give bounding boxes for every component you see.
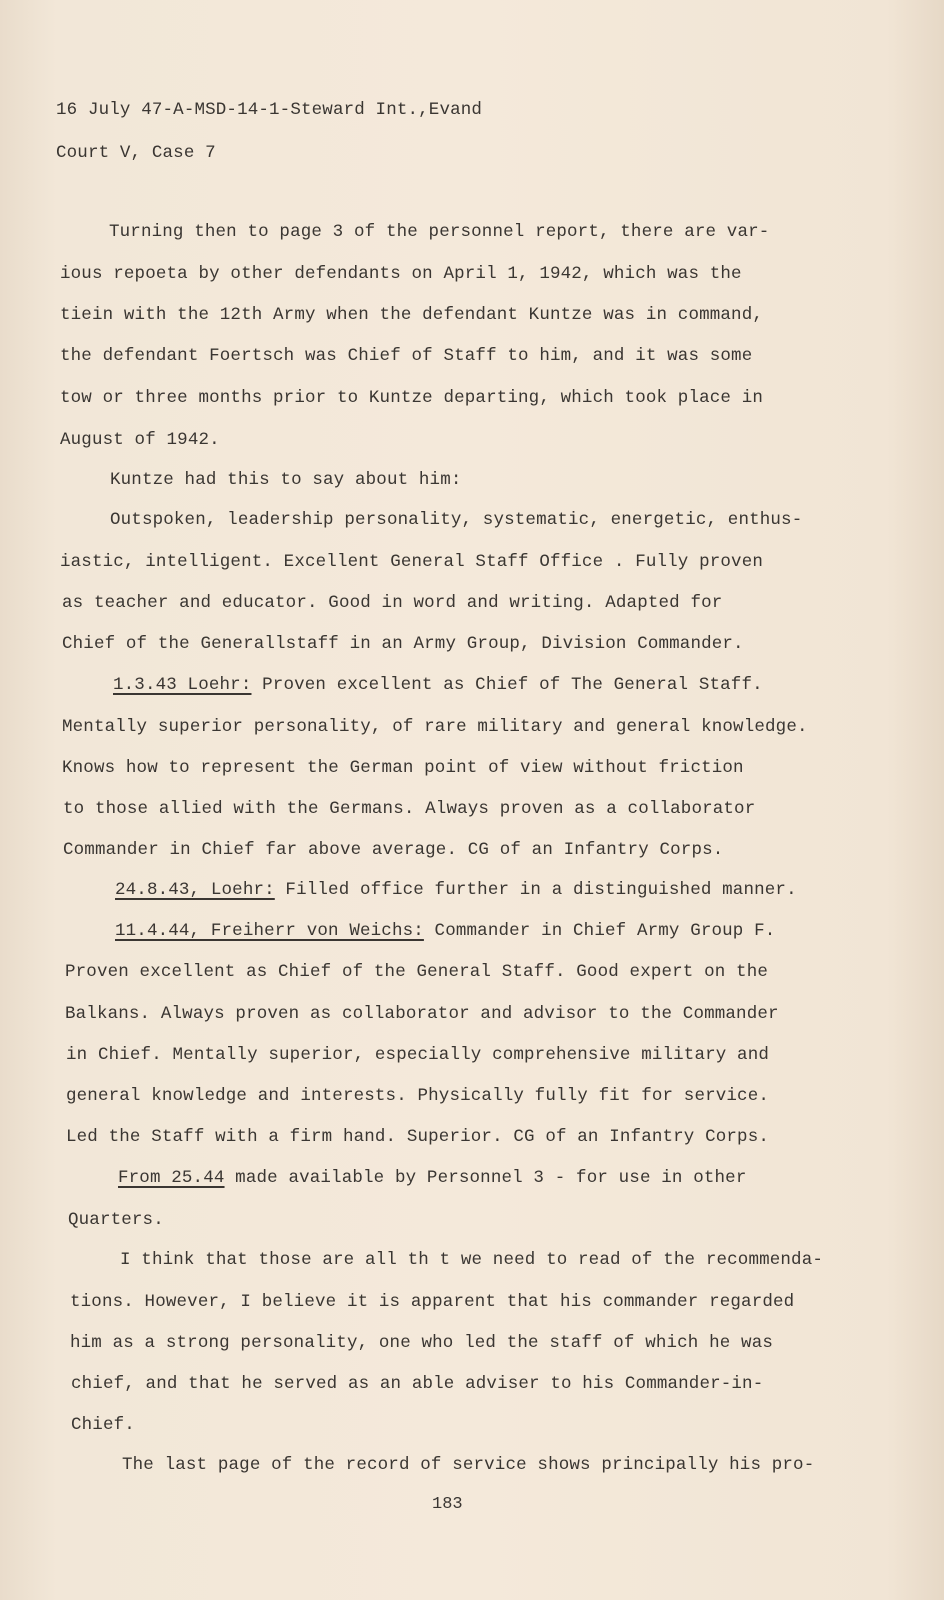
- p8-line-2: tions. However, I believe it is apparent that his commander regarded: [70, 1292, 795, 1312]
- p6-ref: 11.4.44, Freiherr von Weichs:: [115, 921, 424, 941]
- p8-line-4: chief, and that he served as an able adviser to his Commander-in-: [71, 1374, 764, 1394]
- p9-line: The last page of the record of service shows principally his pro-: [122, 1455, 815, 1475]
- header-line-1: 16 July 47-A-MSD-14-1-Steward Int.,Evand: [56, 100, 483, 120]
- p4-line-2: Mentally superior personality, of rare military and general knowledge.: [62, 717, 808, 737]
- p2-line: Kuntze had this to say about him:: [110, 470, 462, 490]
- p3-line-2: iastic, intelligent. Excellent General Staff Office . Fully proven: [60, 552, 764, 572]
- p6-first-rest: Commander in Chief Army Group F.: [423, 921, 776, 941]
- p6-line-6: Led the Staff with a firm hand. Superior. CG of an Infantry Corps.: [66, 1127, 770, 1147]
- p6-line-5: general knowledge and interests. Physically fully fit for service.: [66, 1086, 770, 1106]
- p6-line-3: Balkans. Always proven as collaborator and advisor to the Commander: [65, 1004, 779, 1024]
- p3-line-3: as teacher and educator. Good in word and writing. Adapted for: [62, 593, 723, 613]
- p1-line-5: tow or three months prior to Kuntze departing, which took place in: [60, 388, 764, 408]
- header-line-2: Court V, Case 7: [56, 143, 216, 163]
- p1-line-4: the defendant Foertsch was Chief of Staff to him, and it was some: [60, 346, 753, 366]
- p4-line-5: Commander in Chief far above average. CG of an Infantry Corps.: [63, 840, 724, 860]
- p1-line-3: tiein with the 12th Army when the defendant Kuntze was in command,: [60, 305, 764, 325]
- p1-line-1: Turning then to page 3 of the personnel report, there are var-: [109, 222, 770, 242]
- p5-ref: 24.8.43, Loehr:: [115, 880, 275, 900]
- p6-line-2: Proven excellent as Chief of the General Staff. Good expert on the: [65, 962, 769, 982]
- p3-line-1: Outspoken, leadership personality, systematic, energetic, enthus-: [110, 510, 803, 530]
- page-number: 183: [432, 1495, 463, 1514]
- p1-line-2: ious repoeta by other defendants on April 1, 1942, which was the: [60, 264, 742, 284]
- p3-line-4: Chief of the Generallstaff in an Army Group, Division Commander.: [62, 634, 744, 654]
- p7-line-1: [118, 1168, 746, 1188]
- p4-line-1: [113, 675, 763, 695]
- p8-line-5: Chief.: [71, 1415, 135, 1435]
- p4-line-4: to those allied with the Germans. Always proven as a collaborator: [63, 799, 756, 819]
- p7-first-rest: made available by Personnel 3 - for use in other: [224, 1168, 747, 1188]
- p8-line-1: I think that those are all th t we need to read of the recommenda-: [120, 1250, 824, 1270]
- p1-line-6: August of 1942.: [60, 430, 220, 450]
- p7-ref: From 25.44: [118, 1168, 225, 1188]
- p5-line: [115, 880, 797, 900]
- p5-rest: Filled office further in a distinguished manner.: [274, 880, 797, 900]
- p6-line-4: in Chief. Mentally superior, especially comprehensive military and: [66, 1045, 770, 1065]
- p7-line-2: Quarters.: [68, 1210, 164, 1230]
- p4-line-3: Knows how to represent the German point of view without friction: [62, 758, 744, 778]
- p4-first-rest: Proven excellent as Chief of The General Staff.: [251, 675, 763, 695]
- p4-ref: 1.3.43 Loehr:: [113, 675, 252, 695]
- p8-line-3: him as a strong personality, one who led the staff of which he was: [70, 1333, 774, 1353]
- p6-line-1: [115, 921, 775, 941]
